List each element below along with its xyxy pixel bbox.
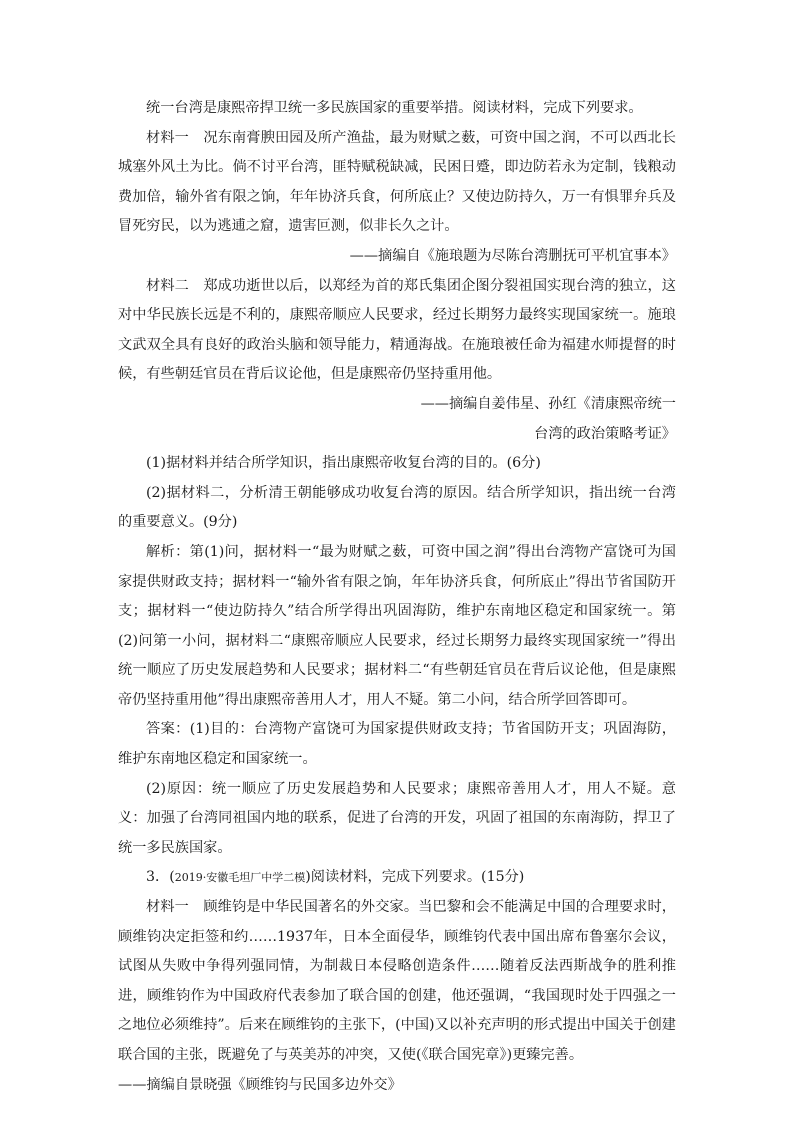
question-three-material-one-text: 顾维钧是中华民国著名的外交家。当巴黎和会不能满足中国的合理要求时，顾维钧决定拒签和约……1937年，日本全面侵华，顾维钧代表中国出席布鲁塞尔会议，试图从失败中争得列强同情，为制裁日本侵略创造条件……随着反法西斯战争的胜利推进，顾维钧作为中国政府代表参加了联合国的创建，他还强调，“我国现时处于四强之一之地位必须维持”。后来在顾维钧的主张下，(中国)又以补充声明的形式提出中国关于创建联合国的主张，既避免了与英美苏的冲突，又使(《联合国宪章》)更臻完善。 [118,899,676,1063]
question-three-material-one [118,893,676,1071]
question-three-material-one-label: 材料一 [146,899,189,916]
material-one-source: ——摘编自《施琅题为尽陈台湾删抚可平机宜事本》 [349,247,676,264]
question-three-material-one-source: ——摘编自景晓强《顾维钧与民国多边外交》 [118,1076,402,1093]
document-page [118,94,676,1100]
material-two-paragraph [118,272,676,390]
question-one: (1)据材料并结合所学知识，指出康熙帝收复台湾的目的。(6分) [146,455,541,472]
question-three-number: 3．( [146,869,175,886]
answer-part-two: (2)原因：统一顺应了历史发展趋势和人民要求；康熙帝善用人才，用人不疑。意义：加强了台湾同祖国内地的联系，促进了台湾的开发，巩固了祖国的东南海防，捍卫了统一多民族国家。 [118,780,676,856]
question-three-heading [118,863,676,893]
answer-part-one: 答案：(1)目的：台湾物产富饶可为国家提供财政支持；节省国防开支；巩固海防，维护东南地区稳定和国家统一。 [118,721,676,768]
material-one-label: 材料一 [146,129,189,146]
analysis-paragraph: 解析：第(1)问，据材料一“最为财赋之薮，可资中国之润”得出台湾物产富饶可为国家提供财政支持；据材料一“输外省有限之饷，年年协济兵食，何所底止”得出节省国防开支；据材料一“使边防持久”结合所学得出巩固海防，维护东南地区稳定和国家统一。第(2)问第一小问，据材料二“康熙帝顺应人民要求，经过长期努力最终实现国家统一”得出统一顺应了历史发展趋势和人民要求；据材料二“有些朝廷官员在背后议论他，但是康熙帝仍坚持重用他”得出康熙帝善用人才，用人不疑。第二小问，结合所学回答即可。 [118,543,676,708]
material-two-label: 材料二 [146,277,189,294]
material-two-source-line1: ——摘编自姜伟星、孙红《清康熙帝统一 [420,395,676,412]
material-one-text: 况东南膏腴田园及所产渔盐，最为财赋之薮，可资中国之润，不可以西北长城塞外风土为比。倘不讨平台湾，匪特赋税缺减，民困日蹙，即边防若永为定制，钱粮动费加倍，输外省有限之饷，年年协济兵食，何所底止？又使边防持久，万一有惧罪弁兵及冒死穷民，以为逃逋之窟，遗害叵测，似非长久之计。 [118,129,676,235]
material-two-source-line2: 台湾的政治策略考证》 [534,425,676,442]
material-one-paragraph [118,124,676,242]
question-two: (2)据材料二，分析清王朝能够成功收复台湾的原因。结合所学知识，指出统一台湾的重要意义。(9分) [118,484,676,531]
question-three-source-tag: 2019·安徽毛坦厂中学二模 [174,871,306,885]
material-two-text: 郑成功逝世以后，以郑经为首的郑氏集团企图分裂祖国实现台湾的独立，这对中华民族长远是不利的，康熙帝顺应人民要求，经过长期努力最终实现国家统一。施琅文武双全具有良好的政治头脑和领导能力，精通海战。在施琅被任命为福建水师提督的时候，有些朝廷官员在背后议论他，但是康熙帝仍坚持重用他。 [118,277,676,383]
question-three-prompt: )阅读材料，完成下列要求。(15分) [305,869,525,886]
intro-paragraph: 统一台湾是康熙帝捍卫统一多民族国家的重要举措。阅读材料，完成下列要求。 [146,100,643,116]
